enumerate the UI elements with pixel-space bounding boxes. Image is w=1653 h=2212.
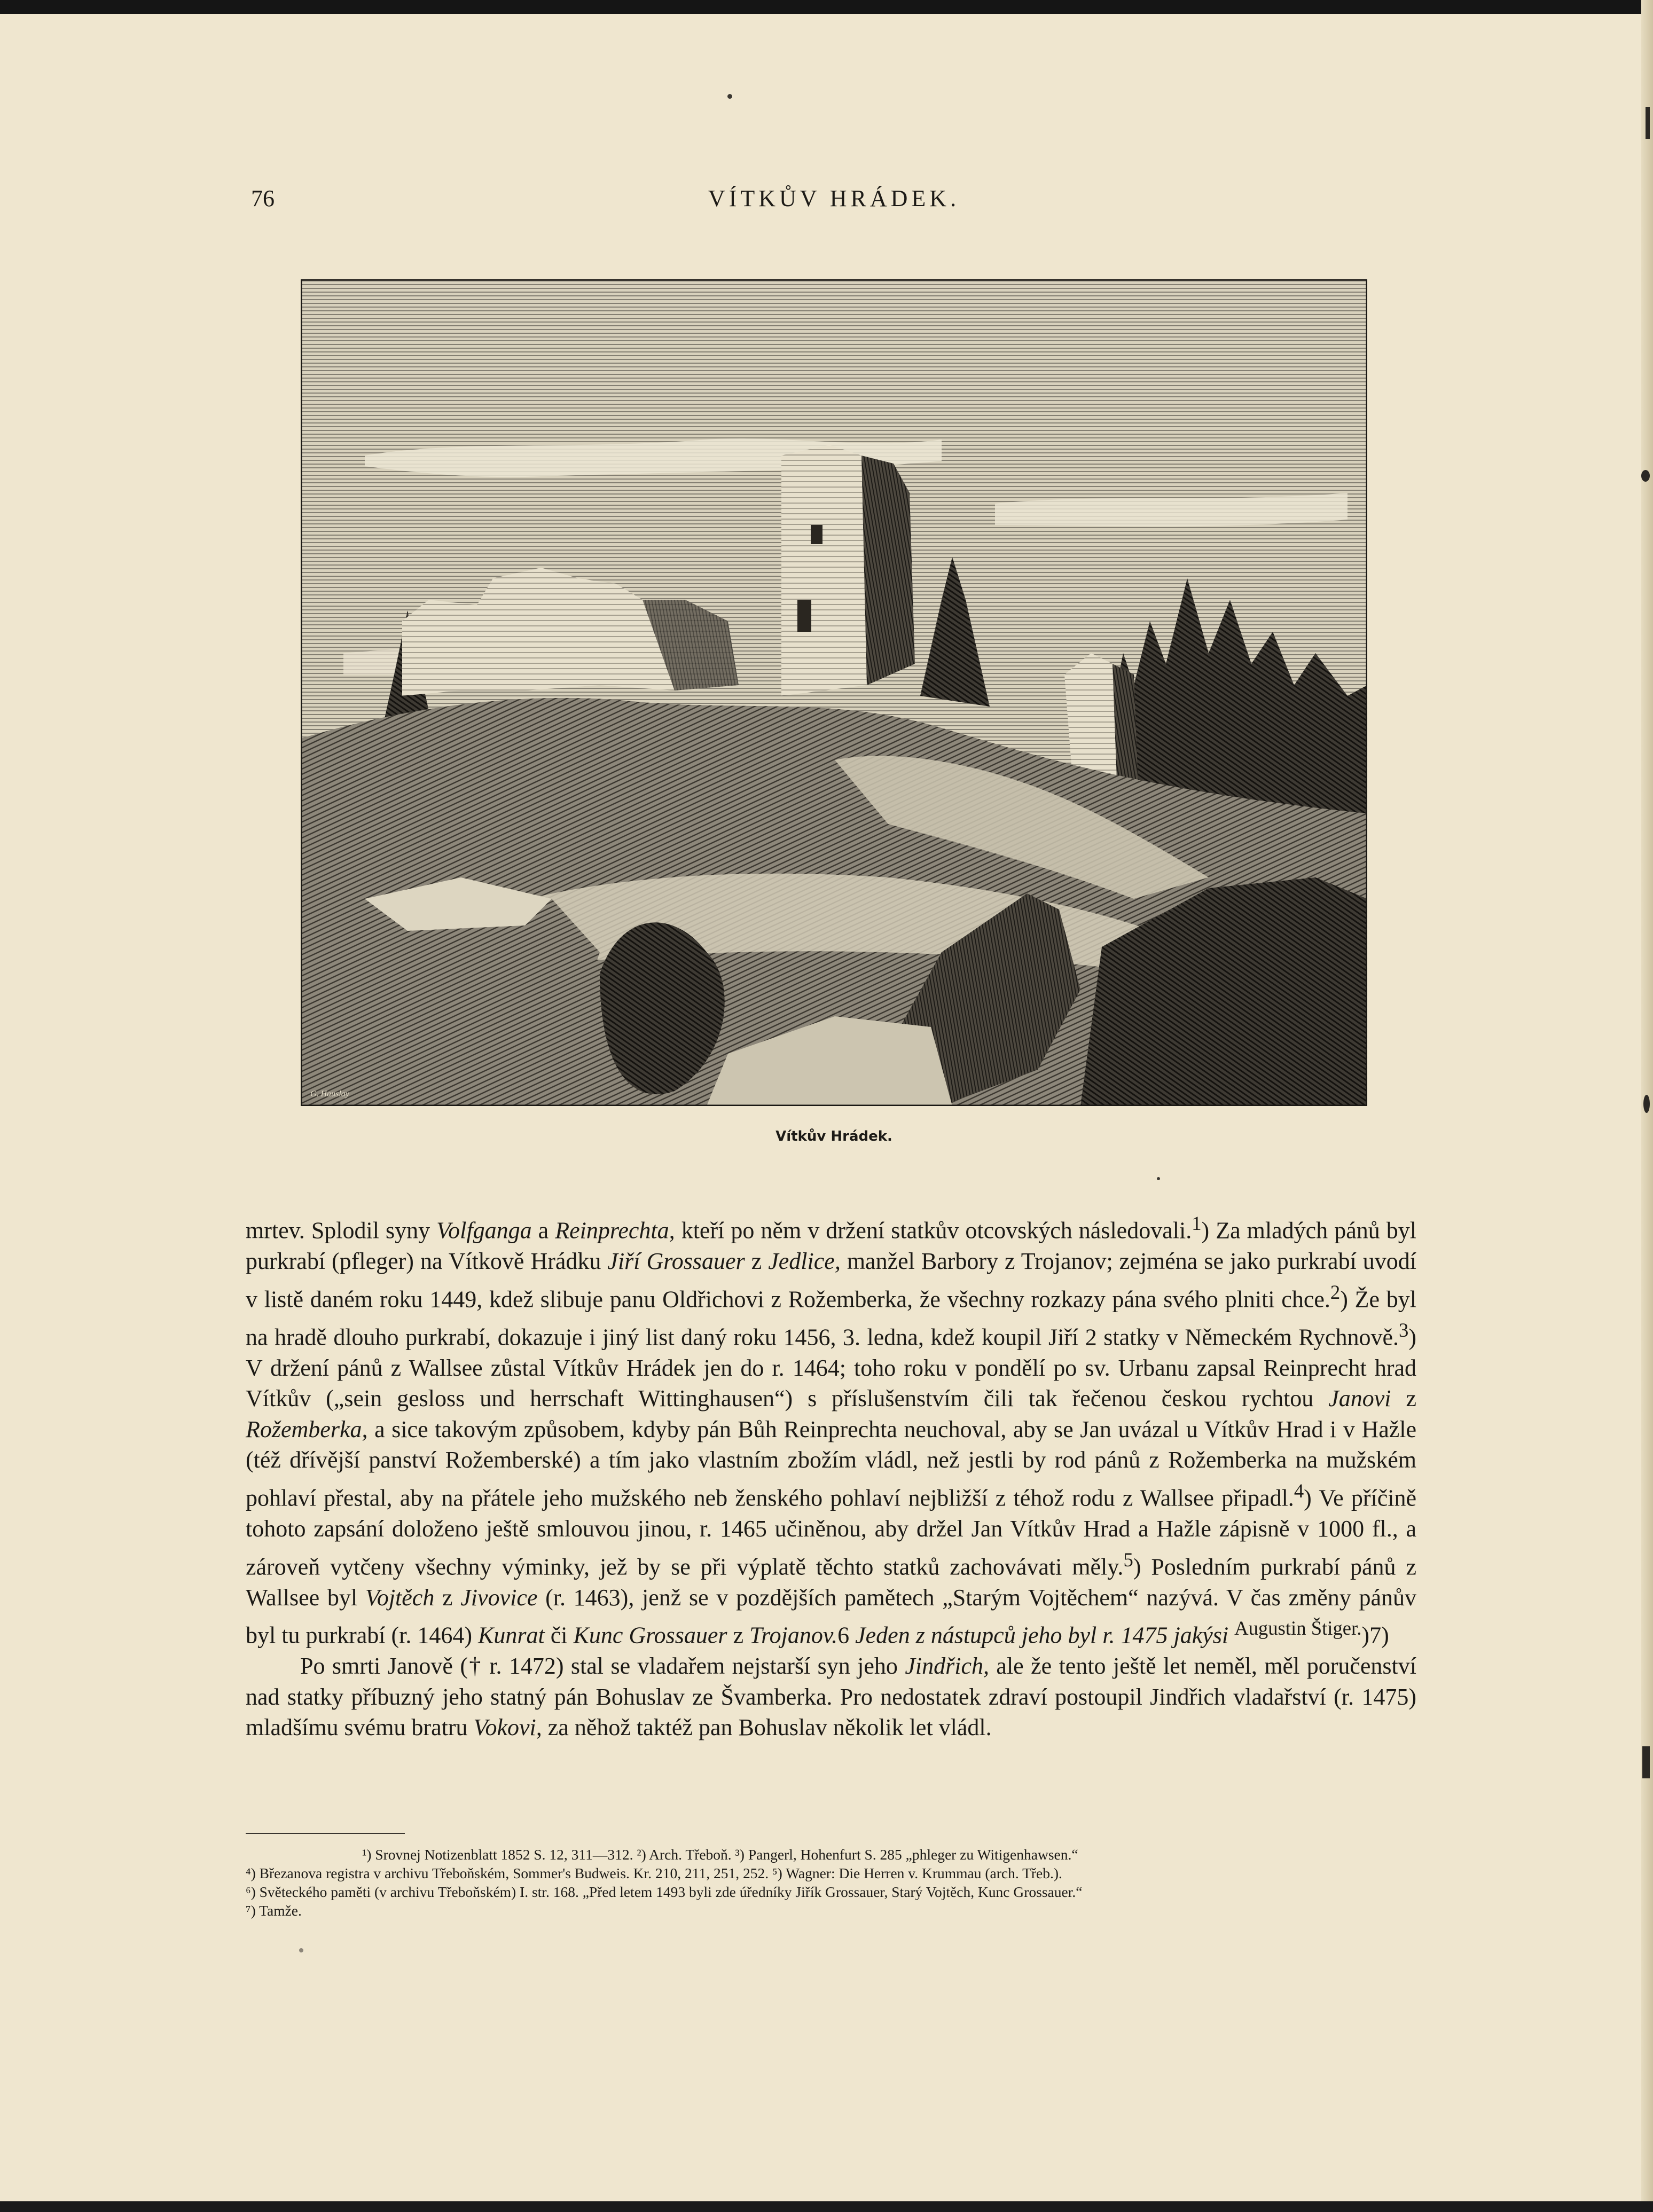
name-italic: Janovi [1328,1385,1391,1412]
castle-ruin-engraving [301,279,1367,1106]
name-italic: Jivovice [460,1584,538,1611]
footnote-ref: Augustin Štiger. [1234,1617,1362,1640]
running-title [301,185,1367,212]
footnote-ref: 3 [1399,1319,1409,1341]
footnote-ref: 2 [1330,1281,1341,1303]
engraving-tower-window [797,600,811,632]
footnote-ref: 4 [1294,1479,1304,1502]
name-italic: Jindřich, [905,1653,989,1680]
margin-mark [1641,470,1650,482]
engraving-illustration [301,279,1367,1106]
page-number: 76 [251,185,275,211]
stray-mark [299,1948,303,1952]
stray-mark [727,94,732,99]
footnote-line: ⁷) Tamže. [246,1902,302,1919]
name-italic: Jiří Grossauer [607,1248,745,1275]
footnote-line: ⁶) Světeckého paměti (v archivu Třeboňském) I. str. 168. „Před letem 1493 byli zde úředníky Jiřík Grossauer, Starý Vojtěch, Kunc Grossauer.“ [246,1884,1083,1900]
illustration-caption: Vítkův Hrádek. [775,1128,892,1144]
engraving-tower-shade [861,456,915,685]
name-italic: Jedlice, [768,1248,841,1275]
footnote-ref: 5 [1123,1548,1133,1571]
paragraph-2: Po smrti Janově († r. 1472) stal se vladařem nejstarší syn jeho Jindřich, ale že tento ještě let neměl, měl poručenství nad statky příbuzný jeho statný pán Bohuslav ze Švamberka. Pro nedostatek zdraví postoupil Jindřich vladařství (r. 1475) mladšímu svému bratru Vokovi, za něhož taktéž pan Bohuslav několik let vládl. [246,1653,1416,1741]
name-italic: Vokovi, [473,1714,542,1741]
margin-mark [1643,1095,1650,1113]
footnotes [246,1845,1416,1920]
paragraph-1: mrtev. Splodil syny Volfganga a Reinprechta, kteří po něm v držení statkův otcovských následovali.$^1$) Za mladých pánů byl purkrabí (pfleger) na Vítkově Hrádku Jiří Grossauer z Jedlice, manžel Barbory z Trojanov; zejména se jako purkrabí uvodí v listě daném roku 1449, kdež slibuje panu Oldřichovi z Rožemberka, že všechny rozkazy pána svého plniti chce.$^2$) Že byl na hradě dlouho purkrabí, dokazuje i jiný list daný roku 1456, 3. ledna, kdež koupil Jiří 2 statky v Německém Rychnově.$^3$) V držení pánů z Wallsee zůstal Vítkův Hrádek jen do r. 1464; toho roku v pondělí po sv. Urbanu zapsal Reinprecht hrad Vítkův („sein gesloss und herrschaft Wittinghausen“) s příslušenstvím čili tak řečenou českou rychtou Janovi z Rožemberka, a sice takovým způsobem, kdyby pán Bůh Reinprechta neuchoval, aby se Jan uvázal u Vítkův Hrad i v Hažle (též dřívější panství Rožemberské) a tím jako vlastním zbožím vládl, než jestli by rod pánů z Rožemberka na mužském pohlaví přestal, aby na přátele jeho mužského neb ženského pohlaví nejbližší z téhož rodu z Wallsee připadl.$^4$) Ve příčině tohoto zapsání doloženo ještě smlouvou jinou, r. 1465 učiněnou, aby držel Jan Vítkův Hrad a Hažle zápisně v 1000 fl., a zároveň vytčeny všechny výminky, jež by se při výplatě těchto statků zachovávati měly.$^5$) Posledním purkrabí pánů z Wallsee byl Vojtěch z Jivovice (r. 1463), jenž se v pozdějších pamětech „Starým Vojtěchem“ nazývá. V čas změny pánův byl tu purkrabí (r. 1464) Kunrat či Kunc Grossauer z Trojanov.6 Jeden z nástupců jeho byl r. 1475 jakýsi $^{Augustin Štiger.}$)7) [246,1212,1417,1649]
name-italic: Trojanov. [749,1622,838,1649]
name-italic: Volfganga [436,1217,532,1244]
running-title-text: VÍTKŮV HRÁDEK. [708,185,960,211]
footnote-line: ¹) Srovnej Notizenblatt 1852 S. 12, 311—312. ²) Arch. Třeboň. ³) Pangerl, Hohenfurt S. 285 „phleger zu Witigenhawsen.“ [362,1846,1078,1863]
scan-bottom-border [0,2201,1653,2212]
margin-mark [1642,1746,1650,1778]
stray-mark [1157,1177,1160,1180]
footnote-line: ⁴) Březanova registra v archivu Třeboňském, Sommer's Budweis. Kr. 210, 211, 251, 252. ⁵) Wagner: Die Herren v. Krummau (arch. Třeb.). [246,1865,1062,1881]
engraver-signature: G. Hauslay [310,1089,349,1099]
scan-top-border [0,0,1653,14]
name-italic: Kunc Grossauer [573,1622,727,1649]
engraving-tower-lit [781,445,867,696]
footnote-ref: 1 [1192,1212,1202,1234]
name-italic: Rožemberka, [246,1416,368,1442]
name-italic: Jeden z nástupců jeho byl r. 1475 jakýsi [849,1622,1235,1649]
margin-mark [1646,107,1650,139]
body-text [246,1208,1416,1743]
name-italic: Vojtěch [365,1584,435,1611]
footnote-rule [246,1833,405,1834]
name-italic: Kunrat [478,1622,545,1649]
engraving-tower-window [811,525,822,544]
name-italic: Reinprechta, [555,1217,675,1244]
